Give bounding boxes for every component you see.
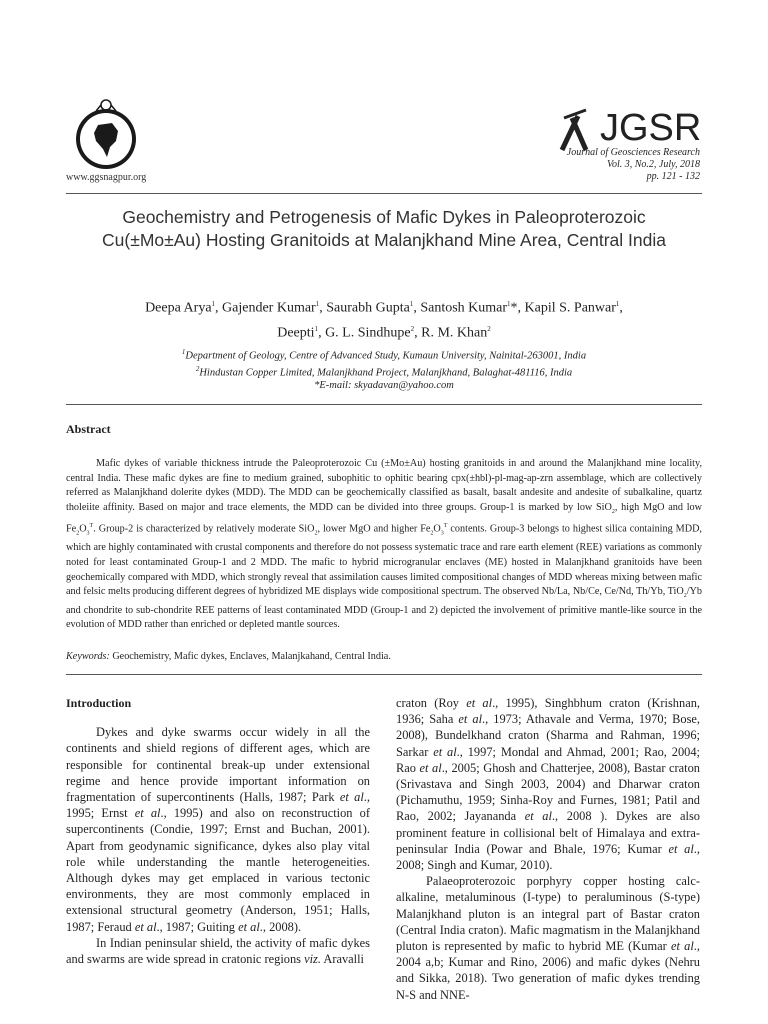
- body-column-left: [66, 695, 370, 967]
- affiliation-2: Hindustan Copper Limited, Malanjkhand Project, Malanjkhand, Balaghat-481116, India: [199, 367, 573, 378]
- paper-title: Geochemistry and Petrogenesis of Mafic Dykes in Paleoproterozoic Cu(±Mo±Au) Hosting Granitoids at Malanjkhand Mine Area, Central India: [102, 207, 666, 250]
- affiliation-1: Department of Geology, Centre of Advanced Study, Kumaun University, Nainital-263001, India: [185, 350, 587, 362]
- abstract-top-rule: [66, 404, 702, 405]
- abstract-body: Mafic dykes of variable thickness intrude the Paleoproterozoic Cu (±Mo±Au) hosting granitoids in and around the Malanjkhand mine locality, central India. These mafic dykes are fine to medium grained, subophitic to ophitic bearing cpx(±hbl)-pl-mag-ap-zrn assemblage, which are collectively referred as Malanjkhand dolerite dykes (MDD). The MDD can be geochemically classified as basalt, basalt andesite and andesite of subalkaline, quartz tholeiite affinity. Based on major and trace elements, the MDD can be divided into three groups. Group-1 is marked by low SiO$_2$, high MgO and low $Fe_2O_3^T$. Group-2 is characterized by relatively moderate SiO$_2$, lower MgO and higher $Fe_2O_3^T$ contents. Group-3 belongs to highest silica containing MDD, which are highly contaminated with crustal components and therefore do not possess systematic trace and rare earth element (REE) variations as commonly noted for least contaminated Group-1 and 2 MDD. The mafic to hybrid microgranular enclaves (ME) hosted in Malanjkhand granitoids have been geochemically compared with MDD, which strongly reveal that assimilation causes limited compositional changes of MDD whereas mixing between mafic and felsic melts producing different degrees of hybridized ME displays wide compositional spectrum. The observed Nb/La, Nb/Ce, Ce/Nd, Th/Yb, TiO$_2$/Yb and chondrite to sub-chondrite REE patterns of least contaminated MDD (Group-1 and 2) depicted the involvement of primitive mantle-like source in the evolution of MDD rather than enriched or depleted mantle sources.: [66, 458, 702, 631]
- journal-volume: Vol. 3, No.2, July, 2018: [606, 159, 700, 170]
- affiliations: $^1$Department of Geology, Centre of Advanced Study, Kumaun University, Nainital-263001, India $^2$Hindustan Copper Limited, Malanjkhand Project, Malanjkhand, Balaghat-481116, India *E-mail: skyadavan@yahoo.com: [84, 346, 684, 392]
- keywords-label: Keywords:: [66, 651, 110, 662]
- keywords-text: Geochemistry, Mafic dykes, Enclaves, Malanjkahand, Central India.: [109, 651, 391, 662]
- intro-paragraph-1: Dykes and dyke swarms occur widely in all the continents and shield regions of different ages, which are responsible for continental break-up under extensional regime and hence provide important information on fragmentation of supercontinents (Halls, 1987; Park et al., 1995; Ernst et al., 1995) and also on reconstruction of supercontinents (Condie, 1997; Ernst and Buchan, 2001). Apart from geodynamic significance, dykes also play vital role while understanding the mantle heterogeneities. Although dykes may get emplaced in various tectonic environments, they are most commonly emplaced in extensional structural geometry (Anderson, 1951; Halls, 1987; Feraud et al., 1987; Guiting et al., 2008).: [66, 725, 370, 934]
- abstract-heading: Abstract: [66, 422, 111, 436]
- journal-name: Journal of Geosciences Research: [566, 147, 700, 158]
- corresponding-email[interactable]: *E-mail: skyadavan@yahoo.com: [314, 380, 454, 391]
- intro-paragraph-2-cont: craton (Roy et al., 1995), Singhbhum craton (Krishnan, 1936; Saha et al., 1973; Athavale and Verma, 1970; Bose, 2008), Bundelkhand craton (Sharma and Rahman, 1996; Sarkar et al., 1997; Mondal and Ahmad, 2001; Rao, 2004; Rao et al., 2005; Ghosh and Chatterjee, 2008), Bastar craton (Srivastava and Singh 2003, 2004) and Dharwar craton (Pichamuthu, 1959; Sinha-Roy and Furnes, 1981; Patil and Rao, 2002; Jayananda et al., 2008 ). Dykes are also prominent feature in collisional belt of Himalaya and extra-peninsular India (Powar and Bhale, 1976; Kumar et al., 2008; Singh and Kumar, 2010).: [396, 696, 700, 873]
- intro-paragraph-3: Palaeoproterozoic porphyry copper hosting calc-alkaline, metaluminous (I-type) to peraluminous (S-type) Malanjkhand pluton is an integral part of Bastar craton (Central India craton). Mafic magmatism in the Malanjkhand pluton is represented by mafic to hybrid ME (Kumar et al., 2004 a,b; Kumar and Rino, 2006) and mafic dykes (Nehru and Sikka, 2018). Two generation of mafic dykes trending N-S and NNE-: [396, 874, 700, 1002]
- abstract-bottom-rule: [66, 674, 702, 675]
- introduction-heading: Introduction: [66, 696, 132, 710]
- intro-paragraph-2: In Indian peninsular shield, the activity of mafic dykes and swarms are wide spread in cratonic regions viz. Aravalli: [66, 935, 370, 967]
- journal-pages: pp. 121 - 132: [646, 171, 700, 182]
- society-url[interactable]: www.ggsnagpur.org: [66, 172, 147, 183]
- body-column-right: [396, 695, 700, 1003]
- header-rule: [66, 193, 702, 194]
- author-list: Deepa Arya$^1$, Gajender Kumar$^1$, Saurabh Gupta$^1$, Santosh Kumar$^1$*, Kapil S. Panwar$^1$, Deepti$^1$, G. L. Sindhupe$^2$, R. M. Khan$^2$: [145, 300, 623, 341]
- society-seal-logo: [66, 95, 146, 175]
- keywords: [66, 650, 702, 664]
- journal-logo-text: JGSR: [600, 107, 702, 149]
